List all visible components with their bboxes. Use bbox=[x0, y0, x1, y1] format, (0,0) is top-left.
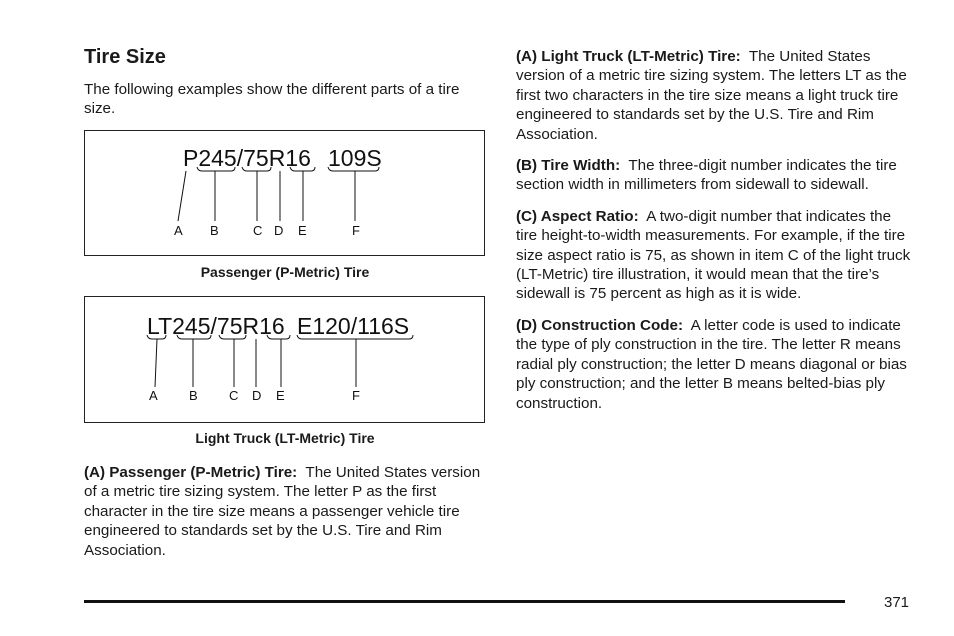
definition-light-truck-tire bbox=[516, 47, 916, 144]
label-c: C bbox=[253, 223, 263, 238]
figure1-caption: Passenger (P-Metric) Tire bbox=[200, 264, 370, 280]
label-f: F bbox=[352, 388, 360, 403]
label-d: D bbox=[252, 388, 262, 403]
tire-code-suffix: E120/116S bbox=[297, 313, 410, 339]
right-column bbox=[516, 47, 916, 425]
label-c: C bbox=[229, 388, 239, 403]
figure2-caption: Light Truck (LT-Metric) Tire bbox=[195, 430, 375, 446]
passenger-tire-diagram bbox=[84, 130, 485, 256]
tire-code-suffix: 109S bbox=[328, 145, 382, 171]
tire-code-main: P245/75R16 bbox=[183, 145, 311, 171]
label-b: B bbox=[210, 223, 219, 238]
section-heading: Tire Size bbox=[84, 46, 166, 68]
definition-term: (A) Passenger (P-Metric) Tire: bbox=[84, 464, 298, 481]
definition-term: (B) Tire Width: bbox=[516, 157, 621, 175]
definition-construction-code bbox=[516, 316, 916, 413]
page-number: 371 bbox=[884, 594, 910, 611]
pointer-line-a bbox=[155, 339, 157, 387]
definition-text: The United States version of a metric tire sizing system. The letter P as the first character in the tire size means a passenger vehicle tire engineered to standards set by the U.S. Tire and Rim Association. bbox=[84, 464, 481, 559]
definition-aspect-ratio bbox=[516, 207, 916, 304]
definition-text: The United States version of a metric tire sizing system. The letters LT as the first two characters in the tire size means a light truck tire engineered to standards set by the U.S. Tire and Rim Association. bbox=[516, 48, 907, 143]
definition-term: (A) Light Truck (LT-Metric) Tire: bbox=[516, 48, 741, 65]
intro-paragraph: The following examples show the different parts of a tire size. bbox=[84, 81, 460, 118]
light-truck-tire-svg bbox=[85, 297, 484, 422]
definition-tire-width bbox=[516, 156, 916, 195]
label-f: F bbox=[352, 223, 360, 238]
label-e: E bbox=[276, 388, 285, 403]
label-a: A bbox=[174, 223, 183, 238]
passenger-tire-svg bbox=[85, 131, 484, 255]
definition-term: (D) Construction Code: bbox=[516, 316, 684, 334]
light-truck-tire-diagram bbox=[84, 296, 485, 423]
label-a: A bbox=[149, 388, 158, 403]
label-e: E bbox=[298, 223, 307, 238]
pointer-line-a bbox=[178, 171, 186, 221]
label-b: B bbox=[189, 388, 198, 403]
definition-text: A letter code is used to indicate the type of ply construction in the tire. The letter R means radial ply construction; the letter D means diagonal or bias ply construction; and the letter B means belted-bias ply construction. bbox=[516, 316, 907, 412]
definition-passenger-tire bbox=[84, 463, 489, 560]
footer-rule bbox=[84, 600, 845, 603]
label-d: D bbox=[274, 223, 284, 238]
definition-text: A two-digit number that indicates the tire height-to-width measurements. For example, if the tire size aspect ratio is 75, as shown in item C of the light truck (LT-Metric) tire illustration, it would mean that the tire’s sidewall is 75 percent as high as it is wide. bbox=[516, 207, 911, 303]
definition-text: The three-digit number indicates the tire section width in millimeters from sidewall to sidewall. bbox=[516, 157, 897, 194]
tire-code-main: LT245/75R16 bbox=[147, 313, 285, 339]
definition-term: (C) Aspect Ratio: bbox=[516, 207, 639, 225]
